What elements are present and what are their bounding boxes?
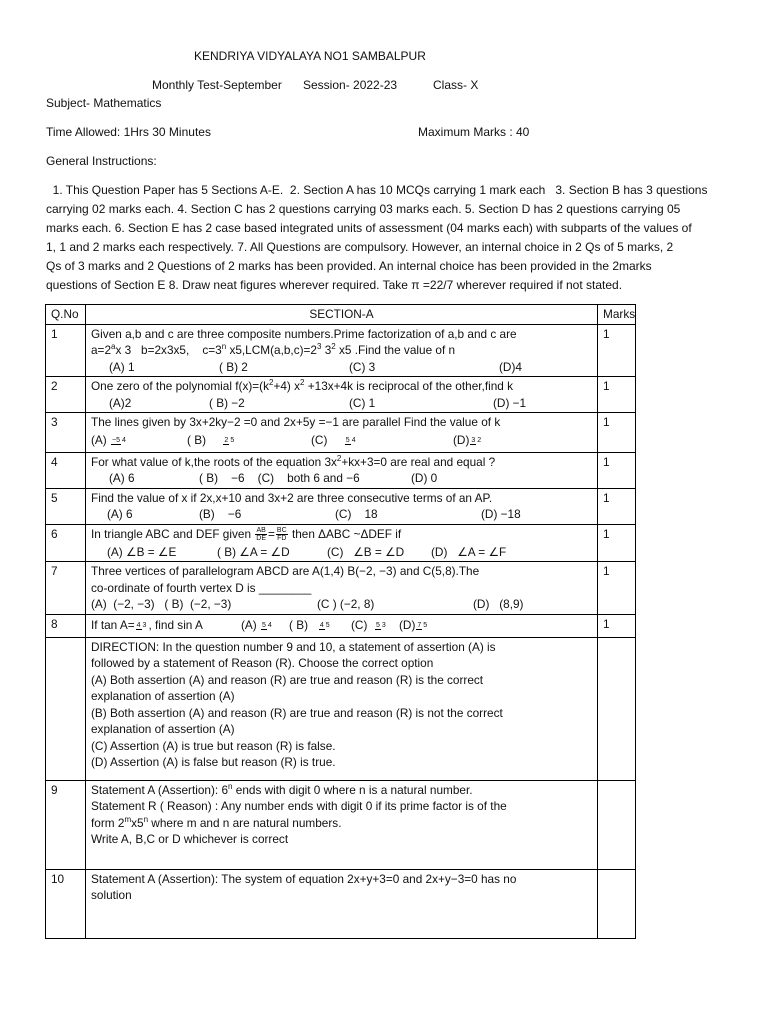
options <box>91 544 592 561</box>
option-b: ( B) ∠A = ∠D <box>217 544 290 559</box>
question-stem: If tan A= 4 3 , find sin A <box>91 618 203 633</box>
question-text: For what value of k,the roots of the equation $3x^2+kx+3=0$ are real and equal ? (A) 6 ( B) −6 (C) both 6 and −6 (D) 0 <box>86 452 598 488</box>
option-c: (C) 18 <box>335 507 378 521</box>
question-number: 6 <box>46 524 86 562</box>
question-marks: 1 <box>598 413 636 453</box>
test-name: Monthly Test-September <box>152 78 282 92</box>
question-marks: 1 <box>598 562 636 615</box>
table-row <box>46 869 636 938</box>
general-instructions-title: General Instructions: <box>46 154 157 168</box>
question-marks: 1 <box>598 324 636 377</box>
question-number: 8 <box>46 614 86 637</box>
option-b: ( B) −2 <box>209 395 245 410</box>
instruction-line: 1. This Question Paper has 5 Sections A-E. 2. Section A has 10 MCQs carrying 1 mark each 3. Section B has 3 questions <box>46 183 708 197</box>
question-marks: 1 <box>598 452 636 488</box>
option-c: (C) ∠B = ∠D <box>327 544 405 559</box>
marks-header: Marks <box>598 305 636 325</box>
assertion-reason-direction: DIRECTION: In the question number 9 and 10, a statement of assertion (A) is followed by a statement of Reason (R). Choose the correct option (A) Both assertion (A) and reason (R) are true and reason (R) is the correct explanation of assertion (A) (B) Both assertion (A) and reason (R) are true and reason (R) is not the correct explanation of assertion (A) (C) Assertion (A) is true but reason (R) is false. (D) Assertion (A) is false but reason (R) is true. <box>86 637 598 780</box>
table-row <box>46 637 636 780</box>
table-row <box>46 524 636 562</box>
option-d: (D) 0 <box>411 471 438 485</box>
option-b: ( B) 2 <box>219 359 248 374</box>
table-row <box>46 452 636 488</box>
option-c: (C ) (−2, 8) <box>317 597 375 611</box>
option-d: (D) −1 <box>493 395 527 410</box>
option-d: (D) (8,9) <box>473 597 524 611</box>
option-b: ( B) 2 5 <box>187 433 235 448</box>
instruction-line: carrying 02 marks each. 4. Section C has 2 questions carrying 03 marks each. 5. Section D has 2 questions carrying 05 <box>46 202 681 216</box>
table-row <box>46 488 636 524</box>
subject-label: Subject- Mathematics <box>46 96 162 110</box>
question-text: The lines given by 3x+2ky−2 =0 and 2x+5y =−1 are parallel Find the value of k (A) −5 4 ( B) 2 5 (C) 5 4 (D) 3 2 <box>86 413 598 453</box>
table-row <box>46 324 636 377</box>
general-instructions <box>46 181 726 295</box>
option-c: (C) 5 3 <box>351 618 386 633</box>
option-d: (D)4 <box>499 359 522 374</box>
option-a: (A)2 <box>109 395 132 410</box>
question-table <box>45 304 636 939</box>
options <box>91 470 592 487</box>
option-b: ( B) −6 (C) both 6 and −6 <box>199 471 360 485</box>
question-text: Given a,b and c are three composite numbers.Prime factorization of a,b and c are $a=2^ax$ 3 b=2x3x5, $c=3^n$ $x5,LCM(a,b,c)=2^3$ $3^2$ x5 .Find the value of n (A) 1 ( B) 2 (C) 3 (D)4 <box>86 324 598 377</box>
table-row <box>46 413 636 453</box>
question-text <box>86 614 598 637</box>
question-marks: 1 <box>598 488 636 524</box>
instruction-line: questions of Section E 8. Draw neat figures wherever required. Take π =22/7 wherever required if not stated. <box>46 278 623 292</box>
section-header: SECTION-A <box>86 305 598 325</box>
question-number: 7 <box>46 562 86 615</box>
instruction-line: 1, 1 and 2 marks each respectively. 7. All Questions are compulsory. However, an internal choice in 2 Qs of 5 marks, 2 <box>46 240 674 254</box>
options <box>91 431 592 451</box>
option-b: ( B) 4 5 <box>289 618 330 633</box>
table-row <box>46 562 636 615</box>
instruction-line: Qs of 3 marks and 2 Questions of 2 marks has been provided. An internal choice has been provided in the 2marks <box>46 259 652 273</box>
option-d: (D) ∠A = ∠F <box>431 544 507 559</box>
question-number: 2 <box>46 377 86 413</box>
question-number: 10 <box>46 869 86 938</box>
question-text: Three vertices of parallelogram ABCD are A(1,4) B(−2, −3) and C(5,8).The co-ordinate of fourth vertex D is ________ (A) (−2, −3) ( B) (−2, −3) (C ) (−2, 8) (D) (8,9) <box>86 562 598 615</box>
question-marks: 1 <box>598 524 636 562</box>
question-number: 1 <box>46 324 86 377</box>
maximum-marks: Maximum Marks : 40 <box>418 125 530 139</box>
option-a: (A) 6 <box>107 507 133 521</box>
option-d: (D) 7 5 <box>399 618 428 633</box>
question-marks: 1 <box>598 377 636 413</box>
question-number: 4 <box>46 452 86 488</box>
option-d: (D) 3 2 <box>453 433 482 448</box>
question-text: One zero of the polynomial $f(x)=(k^2+4)$ $x^2 +13x+4k$ is reciprocal of the other,find k (A)2 ( B) −2 (C) 1 (D) −1 <box>86 377 598 413</box>
table-header-row <box>46 305 636 325</box>
option-a-b: (A) (−2, −3) ( B) (−2, −3) <box>91 597 232 611</box>
question-text: In triangle ABC and DEF given $\frac{AB}{DE}$ = $\frac{BC}{FD}$ then ΔABC ~ΔDEF if (A) ∠B = ∠E ( B) ∠A = ∠D (C) ∠B = ∠D (D) ∠A = ∠F <box>86 524 598 562</box>
question-number: 9 <box>46 780 86 869</box>
option-a: (A) 1 <box>109 359 135 374</box>
option-a: (A) −5 4 <box>91 433 126 448</box>
class-label: Class- X <box>433 78 479 92</box>
option-d: (D) −18 <box>481 507 521 521</box>
options <box>91 506 592 523</box>
table-row <box>46 780 636 869</box>
table-row <box>46 614 636 637</box>
instruction-line: marks each. 6. Section E has 2 case based integrated units of assessment (04 marks each) with subparts of the values of <box>46 221 692 235</box>
options <box>91 359 592 376</box>
question-number: 5 <box>46 488 86 524</box>
table-row <box>46 377 636 413</box>
option-a: (A) ∠B = ∠E <box>107 544 177 559</box>
question-text: Statement A (Assertion): The system of equation 2x+y+3=0 and 2x+y−3=0 has no solution <box>86 869 598 938</box>
option-b: (B) −6 <box>199 507 242 521</box>
question-text: Find the value of x if 2x,x+10 and 3x+2 are three consecutive terms of an AP. (A) 6 (B) −6 (C) 18 (D) −18 <box>86 488 598 524</box>
question-marks: 1 <box>598 614 636 637</box>
options <box>91 596 592 613</box>
question-text: Statement A (Assertion): 6$^n$ ends with digit 0 where n is a natural number. Statement R ( Reason) : Any number ends with digit 0 if its prime factor is of the form 2$^m$x5$^n$ where m and n are natural numbers. Write A, B,C or D whichever is correct <box>86 780 598 869</box>
session-label: Session- 2022-23 <box>303 78 398 92</box>
option-c: (C) 5 4 <box>311 433 356 448</box>
option-a: (A) 6 <box>109 471 135 485</box>
option-c: (C) 1 <box>349 395 376 410</box>
options <box>91 395 592 412</box>
qno-header: Q.No <box>46 305 86 325</box>
question-number: 3 <box>46 413 86 453</box>
option-c: (C) 3 <box>349 359 376 374</box>
school-name: KENDRIYA VIDYALAYA NO1 SAMBALPUR <box>194 49 426 63</box>
time-allowed: Time Allowed: 1Hrs 30 Minutes <box>46 125 211 139</box>
option-a: (A) 5 4 <box>241 618 272 633</box>
